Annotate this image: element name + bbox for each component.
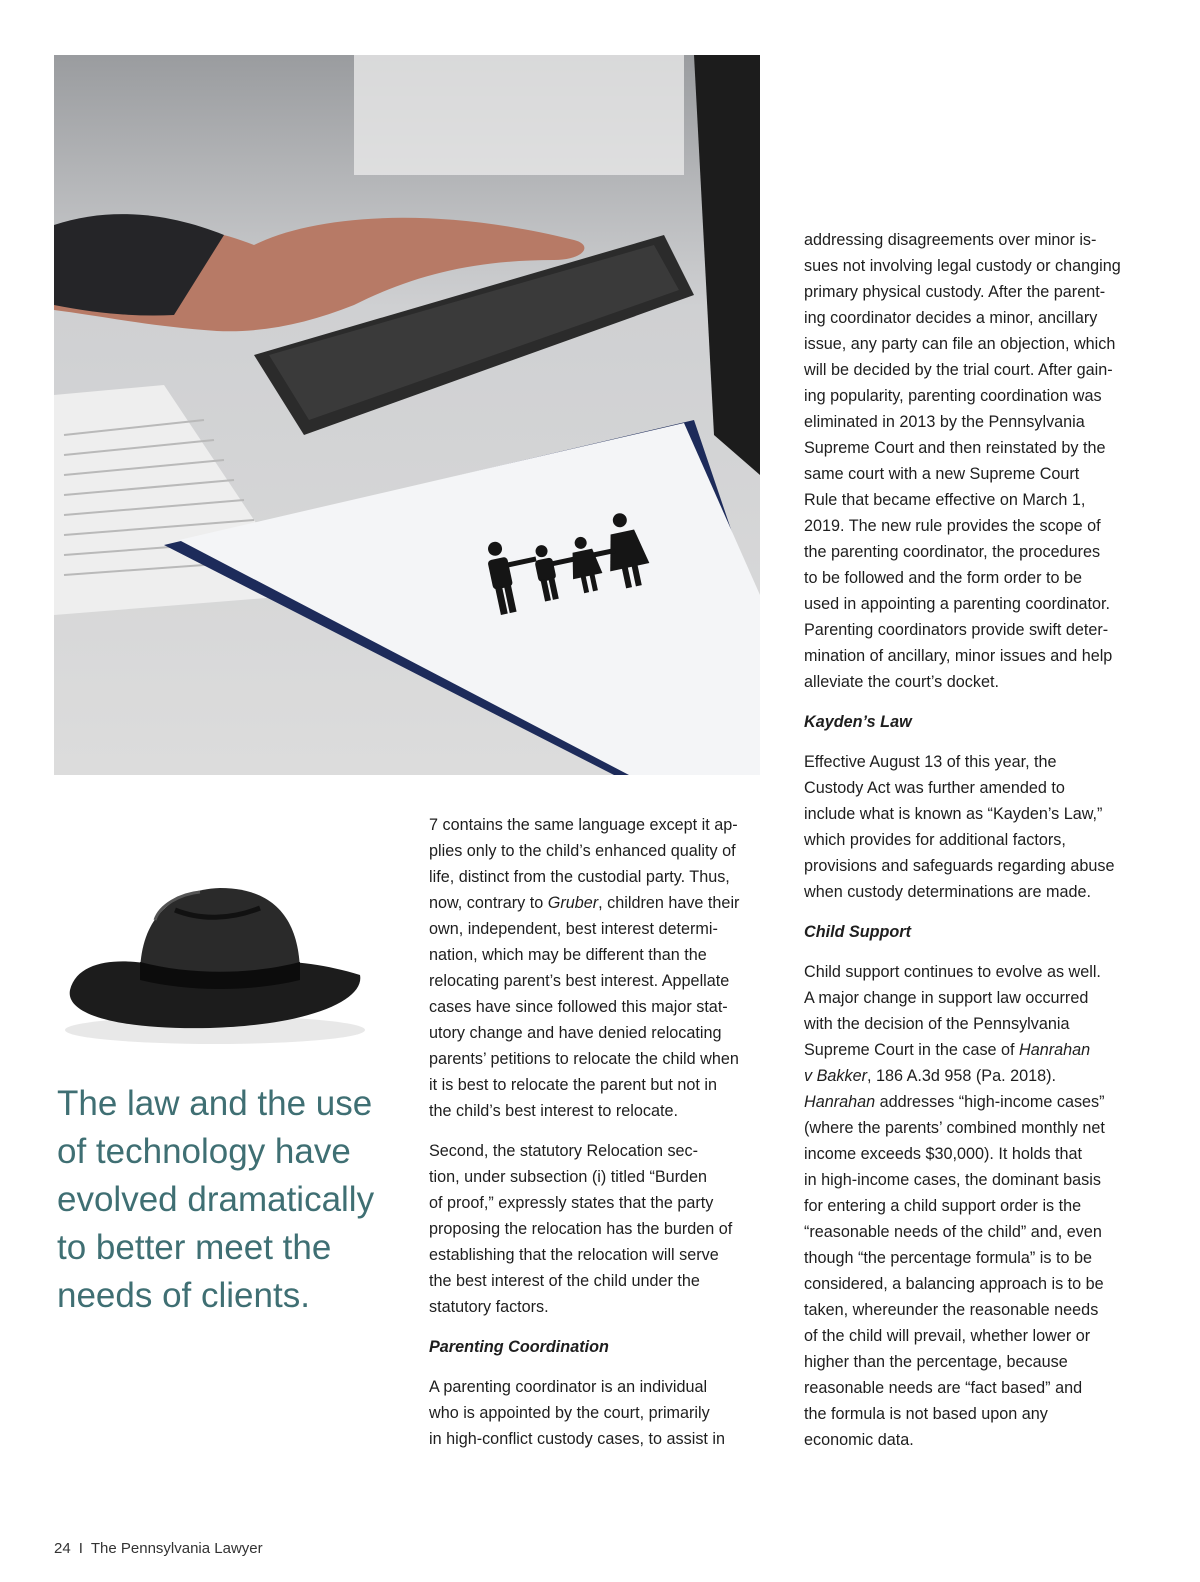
case-name: Hanrahan — [804, 1093, 876, 1111]
text-line: with the decision of the Pennsylvania — [804, 1015, 1070, 1033]
text-line: of the child will prevail, whether lower or — [804, 1327, 1091, 1345]
text-line: in high-income cases, the dominant basis — [804, 1171, 1101, 1189]
text-line: mination of ancillary, minor issues and help — [804, 647, 1113, 665]
text-line: income exceeds $30,000). It holds that — [804, 1145, 1083, 1163]
text-line: to be followed and the form order to be — [804, 569, 1083, 587]
text-line: Second, the statutory Relocation sec- — [429, 1142, 699, 1160]
text-line: relocating parent’s best interest. Appellate — [429, 972, 730, 990]
text-line: in high-conflict custody cases, to assist in — [429, 1430, 726, 1448]
text-line: tion, under subsection (i) titled “Burden — [429, 1168, 708, 1186]
text-line — [804, 1037, 1144, 1063]
text-line: establishing that the relocation will serve — [429, 1246, 719, 1264]
paragraph-relocation — [429, 812, 769, 1124]
case-name: Hanrahan — [1019, 1041, 1091, 1059]
case-name: v Bakker — [804, 1067, 867, 1085]
paragraph-child-support — [804, 959, 1144, 1453]
text-line: A major change in support law occurred — [804, 989, 1089, 1007]
section-heading: Parenting Coordination — [429, 1338, 609, 1356]
text-line: who is appointed by the court, primarily — [429, 1404, 710, 1422]
section-heading: Child Support — [804, 923, 911, 941]
text-line: when custody determinations are made. — [804, 883, 1092, 901]
hero-photo — [54, 55, 760, 775]
text-line: the child’s best interest to relocate. — [429, 1102, 678, 1120]
text-line: eliminated in 2013 by the Pennsylvania — [804, 413, 1085, 431]
text-line: taken, whereunder the reasonable needs — [804, 1301, 1099, 1319]
text-line: utory change and have denied relocating — [429, 1024, 722, 1042]
text-run: Supreme Court in the case of — [804, 1041, 1020, 1059]
text-line: “reasonable needs of the child” and, even — [804, 1223, 1102, 1241]
text-line: Supreme Court and then reinstated by the — [804, 439, 1106, 457]
text-line: considered, a balancing approach is to be — [804, 1275, 1104, 1293]
text-line: same court with a new Supreme Court — [804, 465, 1080, 483]
pull-quote-line: evolved dramatically — [57, 1180, 375, 1219]
article-column-middle — [429, 812, 769, 1466]
text-line: sues not involving legal custody or changing — [804, 257, 1121, 275]
text-run: now, contrary to — [429, 894, 548, 912]
text-line: Child support continues to evolve as well. — [804, 963, 1101, 981]
publication-name: The Pennsylvania Lawyer — [90, 1540, 263, 1557]
text-line: life, distinct from the custodial party. Thus, — [429, 868, 730, 886]
text-line: used in appointing a parenting coordinator. — [804, 595, 1110, 613]
pull-quote-line: to better meet the — [57, 1228, 332, 1267]
text-line: provisions and safeguards regarding abuse — [804, 857, 1115, 875]
text-line: Parenting coordinators provide swift deter- — [804, 621, 1109, 639]
paragraph-burden-of-proof — [429, 1138, 769, 1320]
text-run: , 186 A.3d 958 (Pa. 2018). — [866, 1067, 1056, 1085]
text-line: A parenting coordinator is an individual — [429, 1378, 708, 1396]
case-name: Gruber — [547, 894, 599, 912]
text-line: (where the parents’ combined monthly net — [804, 1119, 1105, 1137]
text-line: though “the percentage formula” is to be — [804, 1249, 1092, 1267]
text-line: 7 contains the same language except it ap- — [429, 816, 738, 834]
text-line: for entering a child support order is the — [804, 1197, 1082, 1215]
text-line: Custody Act was further amended to — [804, 779, 1065, 797]
text-run: , children have their — [598, 894, 740, 912]
text-line — [804, 1089, 1144, 1115]
text-line: 2019. The new rule provides the scope of — [804, 517, 1101, 535]
text-line: parents’ petitions to relocate the child when — [429, 1050, 739, 1068]
text-line — [429, 890, 769, 916]
text-line: statutory factors. — [429, 1298, 549, 1316]
text-line: of proof,” expressly states that the party — [429, 1194, 714, 1212]
page-number: 24 — [54, 1540, 71, 1557]
text-line: issue, any party can file an objection, which — [804, 335, 1116, 353]
paragraph-parenting-coordinator — [429, 1374, 769, 1452]
text-line: economic data. — [804, 1431, 914, 1449]
paragraph-coordination-continued — [804, 227, 1144, 695]
pull-quote — [57, 1080, 387, 1320]
text-line: the best interest of the child under the — [429, 1272, 700, 1290]
text-line: higher than the percentage, because — [804, 1353, 1068, 1371]
pull-quote-line: needs of clients. — [57, 1276, 310, 1315]
text-line: the parenting coordinator, the procedures — [804, 543, 1101, 561]
text-line: include what is known as “Kayden’s Law,” — [804, 805, 1103, 823]
section-heading: Kayden’s Law — [804, 713, 912, 731]
footer-separator: I — [78, 1540, 83, 1557]
pull-quote-line: of technology have — [57, 1132, 351, 1171]
text-line: proposing the relocation has the burden of — [429, 1220, 733, 1238]
text-line: alleviate the court’s docket. — [804, 673, 999, 691]
text-line — [804, 1063, 1144, 1089]
text-line: the formula is not based upon any — [804, 1405, 1048, 1423]
text-line: which provides for additional factors, — [804, 831, 1066, 849]
text-line: plies only to the child’s enhanced quality of — [429, 842, 736, 860]
paragraph-kaydens-law — [804, 749, 1144, 905]
text-line: will be decided by the trial court. After gain- — [804, 361, 1113, 379]
text-line: primary physical custody. After the parent- — [804, 283, 1106, 301]
text-line: reasonable needs are “fact based” and — [804, 1379, 1083, 1397]
text-line: Effective August 13 of this year, the — [804, 753, 1057, 771]
text-line: ing coordinator decides a minor, ancillary — [804, 309, 1098, 327]
pull-quote-line: The law and the use — [57, 1084, 373, 1123]
text-line: nation, which may be different than the — [429, 946, 707, 964]
text-run: addresses “high-income cases” — [875, 1093, 1105, 1111]
text-line: own, independent, best interest determi- — [429, 920, 718, 938]
text-line: cases have since followed this major stat- — [429, 998, 728, 1016]
text-line: it is best to relocate the parent but not in — [429, 1076, 717, 1094]
fedora-hat-icon — [60, 880, 370, 1050]
text-line: Rule that became effective on March 1, — [804, 491, 1086, 509]
family-document-icon — [54, 55, 760, 775]
text-line: ing popularity, parenting coordination was — [804, 387, 1102, 405]
page-footer — [54, 1540, 263, 1557]
text-line: addressing disagreements over minor is- — [804, 231, 1097, 249]
article-column-right — [804, 227, 1144, 1467]
